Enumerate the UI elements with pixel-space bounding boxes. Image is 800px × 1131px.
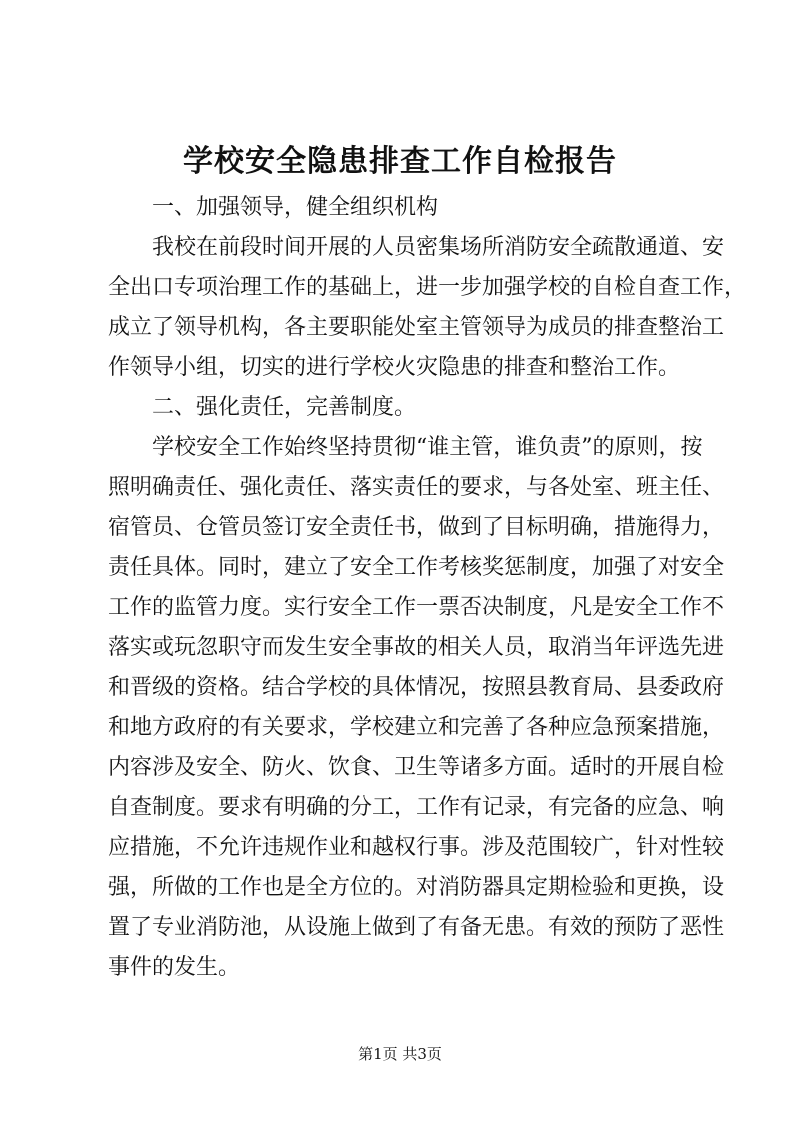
paragraph-line: 责任具体。同时，建立了安全工作考核奖惩制度，加强了对安全 [108,555,725,580]
paragraph-line: 落实或玩忽职守而发生安全事故的相关人员，取消当年评选先进 [108,635,725,660]
paragraph-line: 我校在前段时间开展的人员密集场所消防安全疏散通道、安 [152,235,725,260]
paragraph-line: 内容涉及安全、防火、饮食、卫生等诸多方面。适时的开展自检 [108,755,725,780]
paragraph-line: 应措施，不允许违规作业和越权行事。涉及范围较广，针对性较 [108,835,725,860]
paragraph-line: 强，所做的工作也是全方位的。对消防器具定期检验和更换，设 [108,875,725,900]
paragraph-line: 成立了领导机构，各主要职能处室主管领导为成员的排查整治工 [108,315,725,340]
paragraph-line: 宿管员、仓管员签订安全责任书，做到了目标明确，措施得力， [108,515,725,540]
paragraph-line: 和地方政府的有关要求，学校建立和完善了各种应急预案措施， [108,715,725,740]
paragraph-line: 照明确责任、强化责任、落实责任的要求，与各处室、班主任、 [108,475,725,500]
section-responsibility [108,388,725,988]
paragraph-line: 和晋级的资格。结合学校的具体情况，按照县教育局、县委政府 [108,675,725,700]
paragraph-line: 工作的监管力度。实行安全工作一票否决制度，凡是安全工作不 [108,595,725,620]
document-title: 学校安全隐患排查工作自检报告 [183,144,617,179]
page-number-footer: 第1页 共3页 [358,1045,442,1063]
paragraph-line: 学校安全工作始终坚持贯彻“谁主管，谁负责”的原则，按 [152,435,703,460]
document-body [108,188,747,988]
paragraph-line: 自查制度。要求有明确的分工，工作有记录，有完备的应急、响 [108,795,725,820]
section-heading: 一、加强领导，健全组织机构 [152,195,439,220]
paragraph [108,228,747,388]
paragraph-line: 事件的发生。 [108,955,241,980]
paragraph-line: 作领导小组，切实的进行学校火灾隐患的排查和整治工作。 [108,355,681,380]
section-leadership [108,188,747,388]
paragraph [108,428,725,988]
section-heading: 二、强化责任，完善制度。 [152,395,417,420]
paragraph-line: 全出口专项治理工作的基础上，进一步加强学校的自检自查工作， [108,275,747,300]
paragraph-line: 置了专业消防池，从设施上做到了有备无患。有效的预防了恶性 [108,915,725,940]
